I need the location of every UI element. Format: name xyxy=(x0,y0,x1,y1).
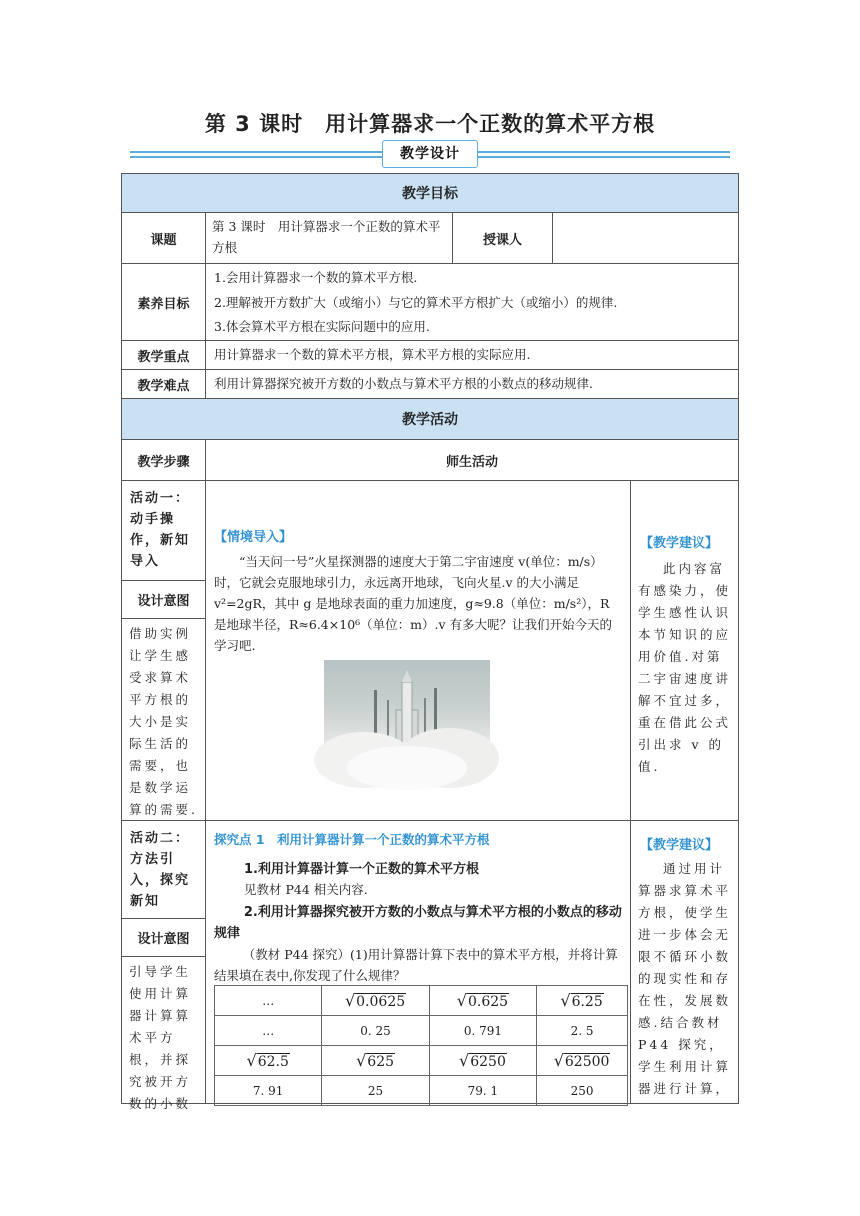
table-cell: √0.0625 xyxy=(322,986,429,1016)
key-label: 教学重点 xyxy=(137,349,190,365)
radicand: 0.625 xyxy=(467,994,509,1010)
explore-point-title: 探究点 1 利用计算器计算一个正数的算术平方根 xyxy=(214,832,490,847)
page-title: 第 3 课时 用计算器求一个正数的算术平方根 xyxy=(204,112,656,136)
teacher-student-label: 师生活动 xyxy=(445,454,498,470)
table-cell: … xyxy=(215,1016,322,1046)
sub2-heading: 2.利用计算器探究被开方数的小数点与算术平方根的小数点的移动规律 xyxy=(214,905,622,941)
situation-paragraph: “当天问一号”火星探测器的速度大于第二宇宙速度 v(单位：m/s）时，它就会克服地球引力，永远离开地球，飞向火星.v 的大小满足 v²=2gR，其中 g 是地球表面的重力加速度，g≈9.8（单位：m/s²），R 是地球半径，R≈6.4×10⁶（单位：m）.v 有多大呢？让我们开始今天的学习吧. xyxy=(214,554,613,653)
sub2-text: （教材 P44 探究）(1)用计算器计算下表中的算术平方根，并将计算结果填在表中,你发现了什么规律？ xyxy=(214,947,618,983)
literacy-item: 2.理解被开方数扩大（或缩小）与它的算术平方根扩大（或缩小）的规律. xyxy=(214,294,618,310)
activity2-name: 活动二：方法引入，探究新知 xyxy=(130,831,191,909)
table-cell: √62500 xyxy=(537,1046,628,1076)
table-cell: 7. 91 xyxy=(215,1076,322,1106)
activity1-name: 活动一：动手操作，新知导入 xyxy=(130,491,191,569)
literacy-item: 3.体会算术平方根在实际问题中的应用. xyxy=(214,319,430,334)
goals-header: 教学目标 xyxy=(122,174,738,212)
literacy-item: 1.会用计算器求一个数的算术平方根. xyxy=(214,270,418,285)
activity1-suggest-title: 【教学建议】 xyxy=(640,536,719,551)
table-cell: √6.25 xyxy=(537,986,628,1016)
rocket-launch-image xyxy=(324,660,490,776)
activity2-intent-text: 引导学生使用计算器计算算术平方根，并探究被开方数的小数 xyxy=(129,964,192,1111)
sub1-heading: 1.利用计算器计算一个正数的算术平方根 xyxy=(244,862,479,877)
radicand: 6250 xyxy=(470,1054,506,1070)
table-cell: √625 xyxy=(322,1046,429,1076)
activity2-intent-label: 设计意图 xyxy=(137,932,190,947)
radicand: 625 xyxy=(367,1054,395,1070)
sqrt-table xyxy=(214,985,628,1106)
radicand: 0.0625 xyxy=(356,994,406,1010)
activity1-intent-label: 设计意图 xyxy=(137,594,190,609)
difficulty-label: 教学难点 xyxy=(137,378,190,394)
literacy-list xyxy=(214,266,734,340)
table-cell: 0. 25 xyxy=(322,1016,429,1046)
table-cell: … xyxy=(215,986,322,1016)
table-cell: 25 xyxy=(322,1076,429,1106)
difficulty-value: 利用计算器探究被开方数的小数点与算术平方根的小数点的移动规律. xyxy=(214,376,593,391)
situation-title: 【情境导入】 xyxy=(214,530,293,545)
topic-label: 课题 xyxy=(150,232,177,248)
radicand: 62500 xyxy=(564,1054,610,1070)
table-cell: √0.625 xyxy=(429,986,536,1016)
key-value: 用计算器求一个数的算术平方根，算术平方根的实际应用. xyxy=(214,347,531,362)
table-cell: 79. 1 xyxy=(429,1076,536,1106)
radicand: 62.5 xyxy=(257,1054,289,1070)
steps-label: 教学步骤 xyxy=(137,454,190,470)
table-row xyxy=(215,1046,628,1076)
activity1-suggest-text: 此内容富有感染力，使学生感性认识本节知识的应用价值.对第二宇宙速度讲解不宜过多，重在借此公式引出求 v 的值. xyxy=(638,561,732,774)
activity2-suggest-text: 通过用计算器求算术平方根，使学生进一步体会无限不循环小数的现实性和存在性，发展数感.结合教材 P44 探究，学生利用计算器进行计算， xyxy=(638,861,732,1096)
activity1-intent-text: 借助实例让学生感受求算术平方根的大小是实际生活的需要，也是数学运算的需要. xyxy=(129,626,198,817)
table-row xyxy=(215,1016,628,1046)
section-badge: 教学设计 xyxy=(382,140,478,168)
table-cell: 0. 791 xyxy=(429,1016,536,1046)
table-cell: √62.5 xyxy=(215,1046,322,1076)
table-cell: 250 xyxy=(537,1076,628,1106)
literacy-label: 素养目标 xyxy=(137,296,190,312)
teacher-label: 授课人 xyxy=(482,232,522,248)
table-row xyxy=(215,1076,628,1106)
table-cell: √6250 xyxy=(429,1046,536,1076)
topic-value: 第 3 课时 用计算器求一个正数的算术平方根 xyxy=(212,219,441,255)
activities-header: 教学活动 xyxy=(122,399,738,439)
table-cell: 2. 5 xyxy=(537,1016,628,1046)
activity2-suggest-title: 【教学建议】 xyxy=(640,838,719,853)
radicand: 6.25 xyxy=(571,994,603,1010)
table-row xyxy=(215,986,628,1016)
sub1-text: 见教材 P44 相关内容. xyxy=(244,882,368,897)
